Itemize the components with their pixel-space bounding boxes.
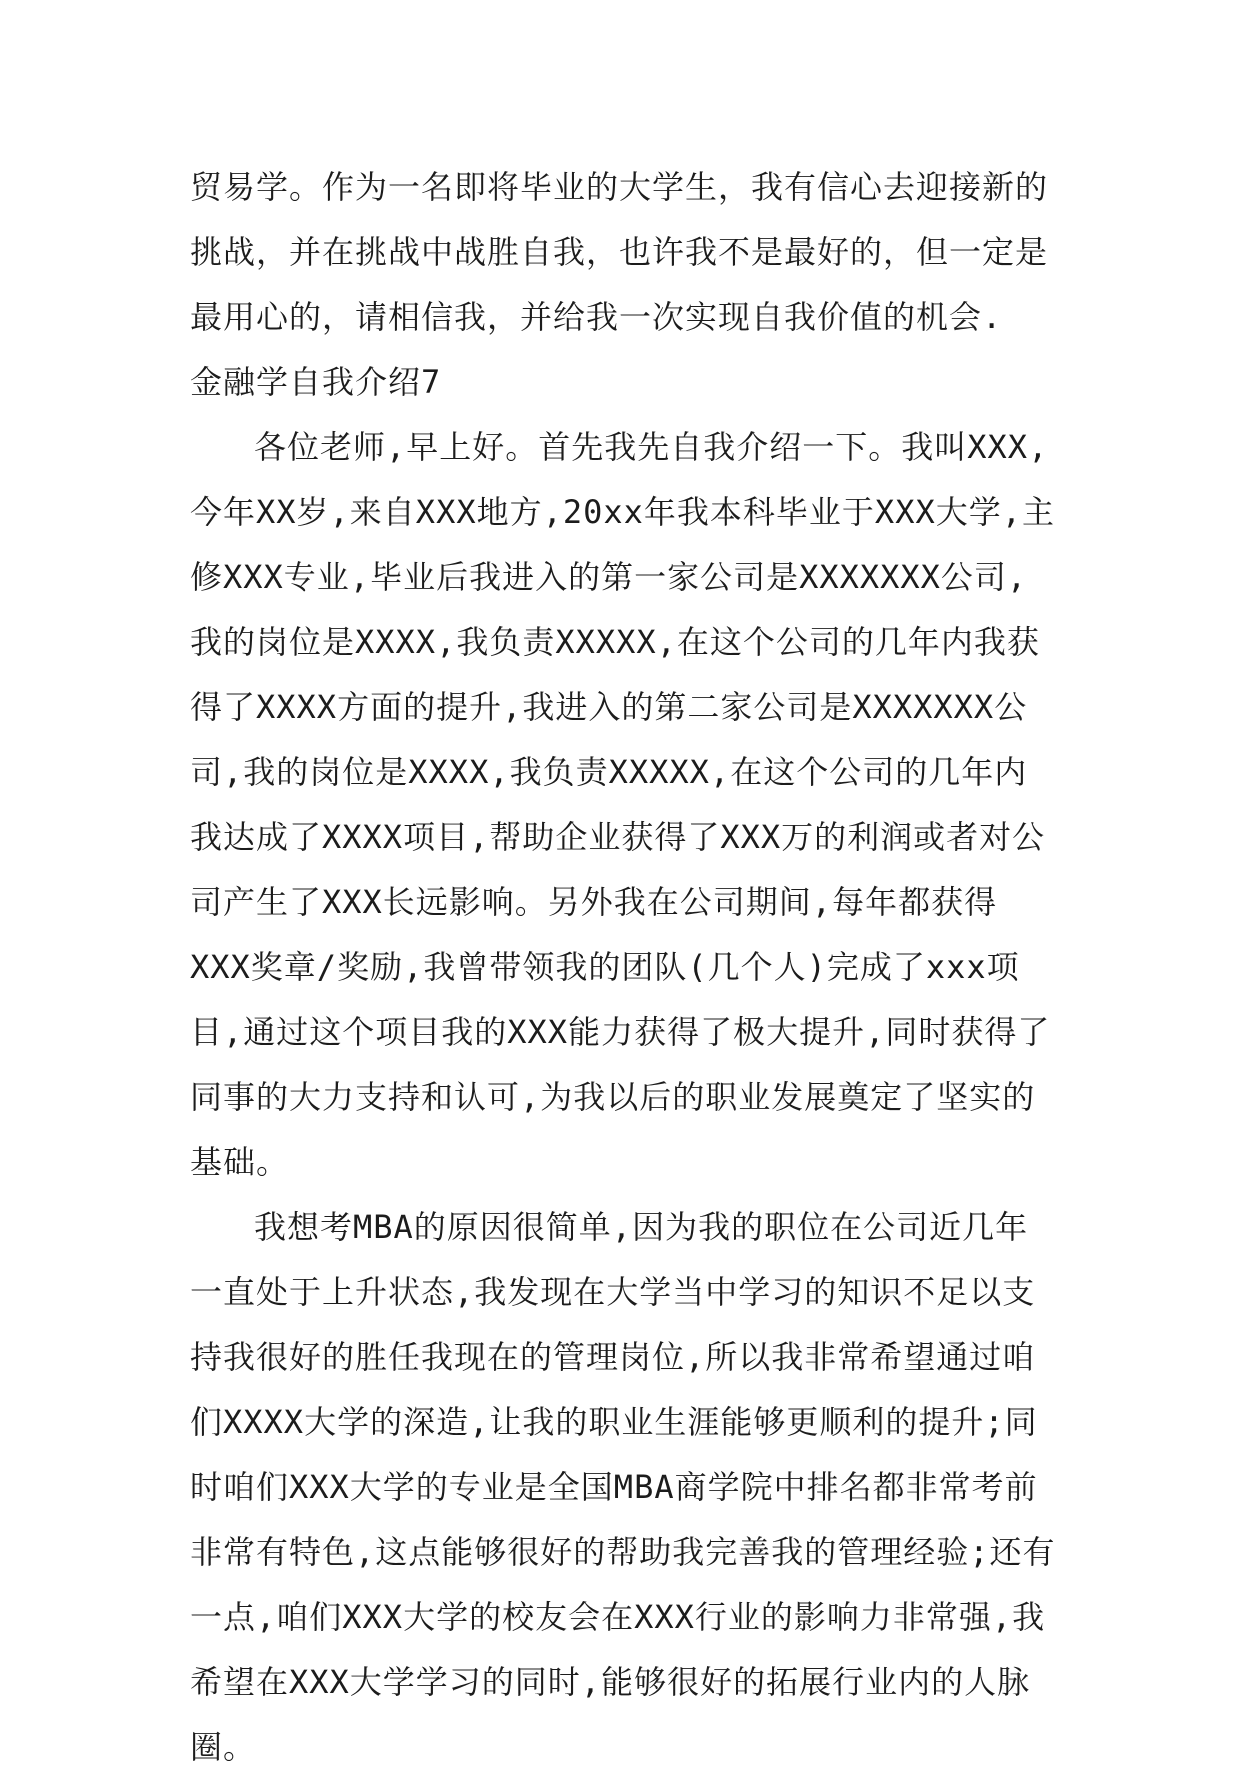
paragraph-2: 我想考MBA的原因很简单,因为我的职位在公司近几年一直处于上升状态,我发现在大学当中学习的知识不足以支持我很好的胜任我现在的管理岗位,所以我非常希望通过咱们XXXX大学的深造,让我的职业生涯能够更顺利的提升;同时咱们XXX大学的专业是全国MBA商学院中排名都非常考前非常有特色,这点能够很好的帮助我完善我的管理经验;还有一点,咱们XXX大学的校友会在XXX行业的影响力非常强,我希望在XXX大学学习的同时,能够很好的拓展行业内的人脉圈。 xyxy=(190,1208,1056,1766)
section-heading: 金融学自我介绍7 xyxy=(190,363,442,401)
paragraph-continued: 贸易学。作为一名即将毕业的大学生，我有信心去迎接新的挑战，并在挑战中战胜自我，也许我不是最好的，但一定是最用心的，请相信我，并给我一次实现自我价值的机会. xyxy=(190,168,1049,336)
document-body xyxy=(190,155,1056,1780)
paragraph-1: 各位老师,早上好。首先我先自我介绍一下。我叫XXX,今年XX岁,来自XXX地方,20xx年我本科毕业于XXX大学,主修XXX专业,毕业后我进入的第一家公司是XXXXXXX公司,我的岗位是XXXX,我负责XXXXX,在这个公司的几年内我获得了XXXX方面的提升,我进入的第二家公司是XXXXXXX公司,我的岗位是XXXX,我负责XXXXX,在这个公司的几年内我达成了XXXX项目,帮助企业获得了XXX万的利润或者对公司产生了XXX长远影响。另外我在公司期间,每年都获得XXX奖章/奖励,我曾带领我的团队(几个人)完成了xxx项目,通过这个项目我的XXX能力获得了极大提升,同时获得了同事的大力支持和认可,为我以后的职业发展奠定了坚实的基础。 xyxy=(190,428,1055,1181)
